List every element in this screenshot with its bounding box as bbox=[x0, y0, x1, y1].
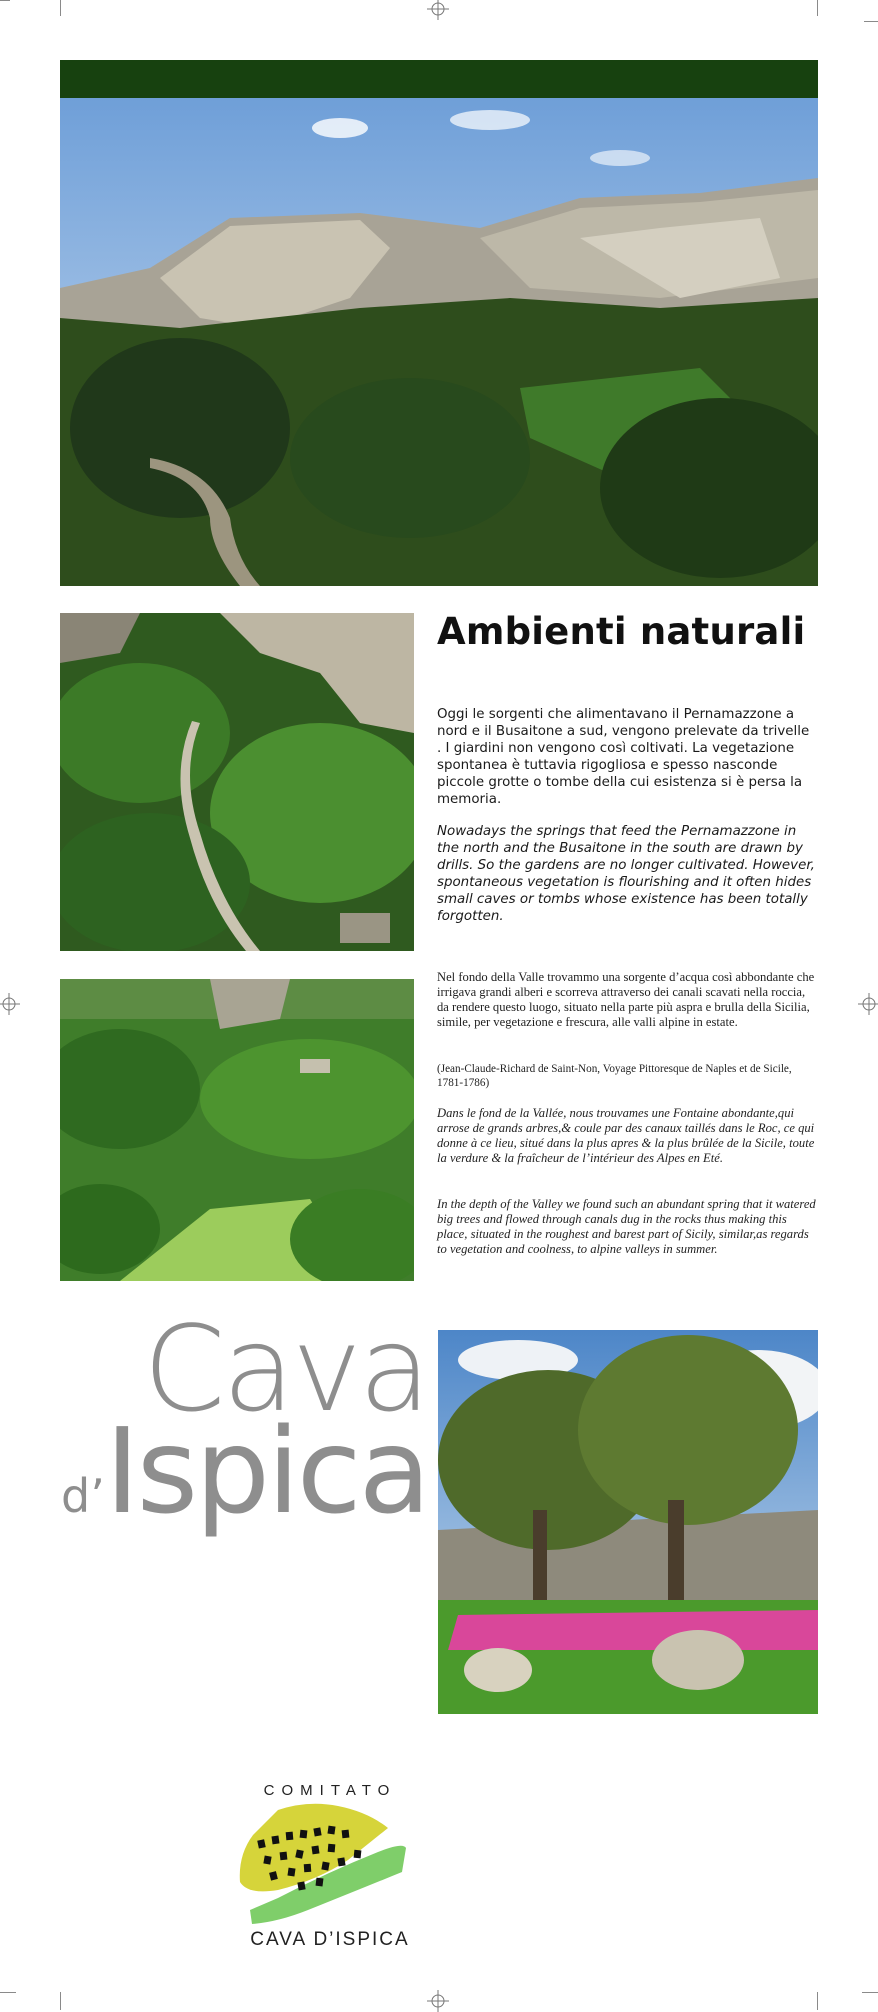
crop-mark bbox=[0, 0, 10, 1]
logo-bottom-text: CAVA D’ISPICA bbox=[250, 1929, 410, 1950]
quote-french: Dans le fond de la Vallée, nous trouvames une Fontaine abondante,qui arrose de grands arbres,& coule par des canaux taillés dans le Roc, ce qui donne à ce lieu, situé dans la plus apres & la plus brûlée de la Sicile, toute la verdure & la fraîcheur de l’intérieur des Alpes en Eté. bbox=[437, 1106, 815, 1165]
header-bar bbox=[60, 60, 818, 98]
crop-mark bbox=[60, 1992, 61, 2010]
comitato-logo-icon bbox=[238, 1800, 408, 1928]
brand-wordmark-line2 bbox=[60, 1402, 428, 1555]
quote-source: (Jean-Claude-Richard de Saint-Non, Voyage Pittoresque de Naples et de Sicile, 1781-1786) bbox=[437, 1063, 792, 1089]
quote-italian: Nel fondo della Valle trovammo una sorgente d’acqua così abbondante che irrigava grandi alberi e scorreva attraverso dei canali scavati nella roccia, da rendere questo luogo, situato nella parte più aspra e brulla della Sicilia, simile, per vegetazione e frescura, alle valli alpine in estate. bbox=[437, 970, 815, 1029]
intro-text-italian: Oggi le sorgenti che alimentavano il Pernamazzone a nord e il Busaitone a sud, vengono prelevate da trivelle . I giardini non vengono così coltivati. La vegetazione spontanea è tuttavia rigogliosa e spesso nasconde piccole grotte o tombe della cui esistenza si è persa la memoria. bbox=[437, 707, 810, 807]
logo-top-text: COMITATO bbox=[263, 1782, 397, 1799]
crop-mark bbox=[862, 1992, 878, 1993]
brand-name: Ispica bbox=[104, 1402, 428, 1540]
brand-prefix: d’ bbox=[61, 1469, 105, 1523]
brand-wordmark-line1: Cava bbox=[143, 1300, 428, 1438]
canyon-path-photo bbox=[60, 613, 414, 951]
quote-english: In the depth of the Valley we found such an abundant spring that it watered big trees and flowed through canals dug in the rocks thus making this place, situated in the roughest and barest part of Sicily, similar,as regards to vegetation and coolness, to alpine valleys in summer. bbox=[437, 1197, 816, 1256]
section-title: Ambienti naturali bbox=[437, 610, 806, 653]
canyon-landscape-photo bbox=[60, 98, 818, 586]
green-valley-photo bbox=[60, 979, 414, 1281]
registration-mark-icon bbox=[0, 993, 20, 1015]
crop-mark bbox=[817, 1992, 818, 2010]
intro-text-english: Nowadays the springs that feed the Pernamazzone in the north and the Busaitone in the south are drawn by drills. So the gardens are no longer cultivated. However, spontaneous vegetation is flourishing and it often hides small caves or tombs whose existence has been totally forgotten. bbox=[437, 824, 815, 924]
registration-mark-icon bbox=[427, 0, 449, 20]
crop-mark bbox=[817, 0, 818, 16]
crop-mark bbox=[0, 1992, 16, 1993]
olive-trees-flowers-photo bbox=[438, 1330, 818, 1714]
crop-mark bbox=[864, 21, 878, 22]
registration-mark-icon bbox=[427, 1990, 449, 2012]
registration-mark-icon bbox=[858, 993, 878, 1015]
crop-mark bbox=[60, 0, 61, 16]
